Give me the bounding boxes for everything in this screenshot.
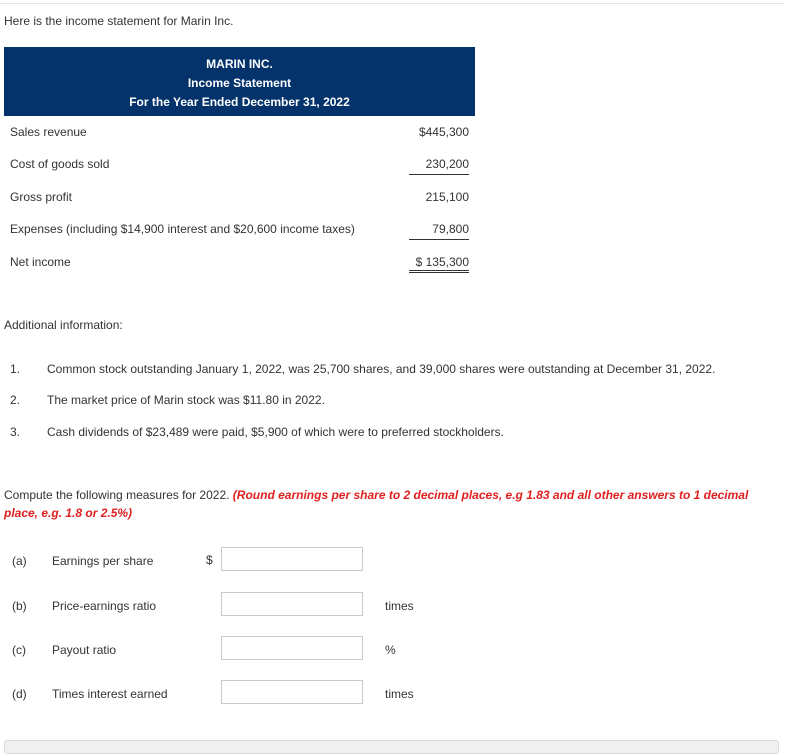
item-number: 3. [10,425,21,439]
intro-text: Here is the income statement for Marin Inc. [4,14,234,28]
row-amount-gross-profit: 215,100 [425,190,469,204]
double-underline-bottom [409,272,469,273]
question-label: Earnings per share [52,554,154,568]
question-letter: (b) [12,599,27,613]
row-label-cost-of-goods-sold: Cost of goods sold [10,157,110,171]
question-letter: (a) [12,554,27,568]
row-label-net-income: Net income [10,255,71,269]
item-number: 1. [10,362,21,376]
instructions [4,486,779,522]
rounding-note: (Round earnings per share to 2 decimal places, e.g 1.83 and all other answers to 1 decimal place, e.g. 1.8 or 2.5%) [4,488,749,520]
bottom-panel [4,740,779,754]
underline-expenses [409,239,469,240]
row-amount-cost-of-goods-sold: 230,200 [425,157,469,171]
double-underline-top [409,270,469,271]
statement-period: For the Year Ended December 31, 2022 [129,95,350,109]
company-name: MARIN INC. [206,57,273,71]
row-label-expenses: Expenses (including $14,900 interest and $20,600 income taxes) [10,222,355,236]
statement-title: Income Statement [187,76,292,90]
question-label: Price-earnings ratio [52,599,157,613]
question-label: Payout ratio [52,643,117,657]
instructions-text: Compute the following measures for 2022. [4,488,233,502]
additional-info-heading: Additional information: [4,318,123,332]
row-label-gross-profit: Gross profit [10,190,73,204]
payout-ratio-input[interactable] [221,636,363,660]
unit-label: times [385,599,414,613]
row-label-sales-revenue: Sales revenue [10,125,87,139]
question-letter: (d) [12,687,27,701]
unit-label: times [385,687,414,701]
row-amount-expenses: 79,800 [432,222,469,236]
unit-label: % [385,643,396,657]
statement-header [4,47,475,116]
underline-cogs [409,174,469,175]
price-earnings-ratio-input[interactable] [221,592,363,616]
info-item-text: Common stock outstanding January 1, 2022, was 25,700 shares, and 39,000 shares were outstanding at December 31, 2022. [47,362,716,376]
question-letter: (c) [12,643,26,657]
earnings-per-share-input[interactable] [221,547,363,571]
item-number: 2. [10,393,21,407]
dollar-prefix: $ [206,553,213,567]
info-item-text: Cash dividends of $23,489 were paid, $5,900 of which were to preferred stockholders. [47,425,504,439]
info-item-text: The market price of Marin stock was $11.80 in 2022. [47,393,325,407]
top-divider [0,3,785,4]
times-interest-earned-input[interactable] [221,680,363,704]
row-amount-sales-revenue: $445,300 [418,125,469,139]
question-label: Times interest earned [52,687,168,701]
row-amount-net-income: $ 135,300 [415,255,469,269]
